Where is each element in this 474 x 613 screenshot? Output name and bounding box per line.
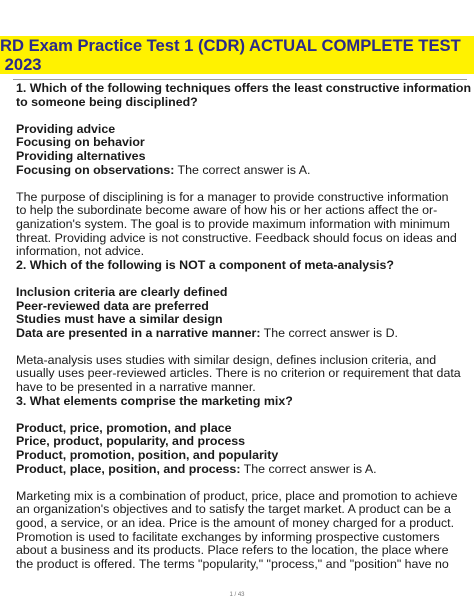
question-text: 3. What elements comprise the marketing mix? (16, 393, 293, 408)
answer-option: Providing alternatives (16, 148, 146, 163)
title-line: RD Exam Practice Test 1 (CDR) ACTUAL COMPLETE TEST (0, 36, 461, 55)
question-block (16, 259, 468, 395)
correct-answer: The correct answer is A. (174, 162, 311, 177)
explanation-line: to help the subordinate become aware of how his or her actions affect the or- (16, 203, 438, 218)
page-title (0, 36, 470, 74)
explanation-line: The purpose of disciplining is for a manager to provide constructive information (16, 189, 449, 204)
answer-option: Product, promotion, position, and popularity (16, 448, 279, 463)
answer-option: Price, product, popularity, and process (16, 434, 246, 449)
explanation-line: information, not advice. (16, 244, 145, 259)
answer-option: Product, price, promotion, and place (16, 420, 232, 435)
question-text: to someone being disciplined? (16, 94, 198, 109)
answer-option: Peer-reviewed data are preferred (16, 298, 209, 313)
title-divider (13, 79, 467, 80)
answer-option: Focusing on observations: (16, 162, 175, 177)
explanation-line: Marketing mix is a combination of product, price, place and promotion to achieve (16, 488, 458, 503)
question-text: 2. Which of the following is NOT a component of meta-analysis? (16, 257, 394, 272)
explanation-line: Meta-analysis uses studies with similar design, defines inclusion criteria, and (16, 352, 437, 367)
question-text: 1. Which of the following techniques offers the least constructive information (16, 81, 472, 95)
explanation-line: about a business and its products. Place refers to the location, the place where (16, 543, 449, 558)
explanation-line: ganization's system. The goal is to provide maximum information with minimum (16, 216, 450, 231)
answer-line (16, 463, 468, 477)
explanation-line: have to be presented in a narrative manner. (16, 380, 256, 395)
document-body (16, 81, 472, 571)
answer-option: Product, place, position, and process: (16, 461, 241, 476)
answer-option: Focusing on behavior (16, 135, 145, 150)
question-block (16, 395, 468, 572)
answer-line (16, 327, 468, 341)
title-line: 2023 (0, 55, 42, 74)
answer-option: Studies must have a similar design (16, 312, 223, 327)
explanation-line: the product is offered. The terms "popularity," "process," and "position" have no (16, 556, 449, 571)
explanation-line: Promotion is used to facilitate exchanges by informing prospective customers (16, 529, 440, 544)
correct-answer: The correct answer is D. (260, 325, 398, 340)
answer-option: Inclusion criteria are clearly defined (16, 284, 228, 299)
explanation-line: an organization's objectives and to satisfy the target market. A product can be a (16, 502, 451, 517)
question-block (16, 81, 472, 259)
explanation-line: good, a service, or an idea. Price is the amount of money charged for a product. (16, 516, 455, 530)
explanation-line: threat. Providing advice is not constructive. Feedback should focus on ideas and (16, 230, 457, 245)
explanation-line: usually uses peer-reviewed articles. There is no criterion or requirement that data (16, 366, 461, 381)
answer-option: Providing advice (16, 121, 116, 136)
answer-option: Data are presented in a narrative manner: (16, 325, 261, 340)
correct-answer: The correct answer is A. (240, 461, 377, 476)
page-number: 1 / 43 (229, 592, 245, 598)
answer-line (16, 164, 468, 178)
